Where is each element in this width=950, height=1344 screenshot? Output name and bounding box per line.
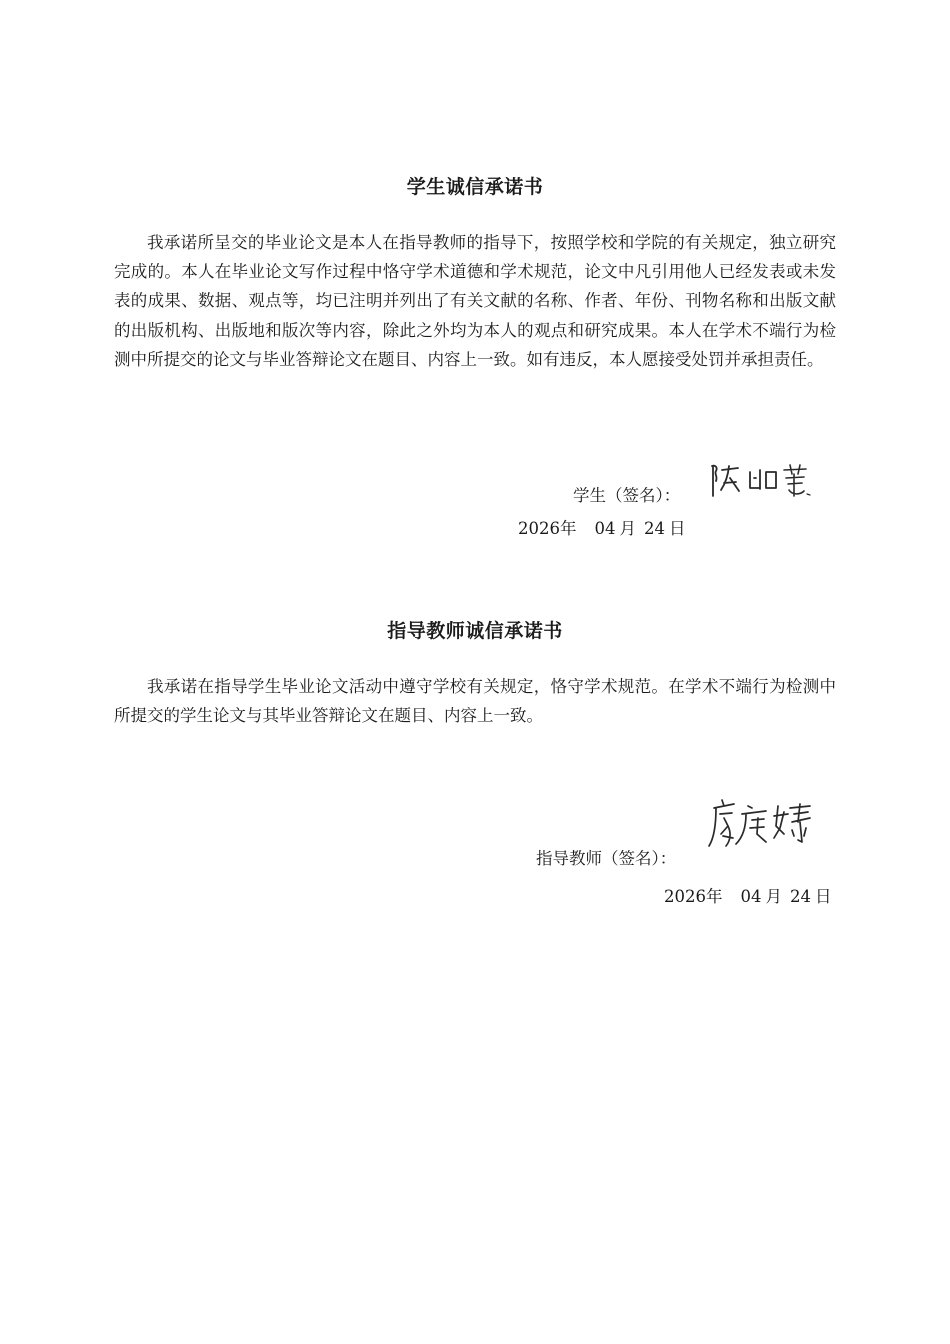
- advisor-date-month-unit: 月: [765, 887, 782, 906]
- advisor-pledge-body: 我承诺在指导学生毕业论文活动中遵守学校有关规定，恪守学术规范。在学术不端行为检测中所提交的学生论文与其毕业答辩论文在题目、内容上一致。: [114, 677, 836, 726]
- advisor-date-year-unit: 年: [706, 887, 723, 906]
- student-date-year-unit: 年: [560, 519, 577, 538]
- advisor-date-year: 2026: [664, 887, 706, 906]
- student-pledge-title: 学生诚信承诺书: [406, 176, 544, 198]
- advisor-pledge-title: 指导教师诚信承诺书: [387, 620, 563, 642]
- student-date-month-unit: 月: [619, 519, 636, 538]
- advisor-date-day-unit: 日: [815, 887, 832, 906]
- advisor-date-day: 24: [790, 887, 811, 906]
- advisor-date-month: 04: [740, 887, 762, 906]
- student-signature-handwriting: [706, 458, 816, 504]
- student-pledge-body: 我承诺所呈交的毕业论文是本人在指导教师的指导下，按照学校和学院的有关规定，独立研究完成的。本人在毕业论文写作过程中恪守学术道德和学术规范，论文中凡引用他人已经发表或未发表的成果、数据、观点等，均已注明并列出了有关文献的名称、作者、年份、刊物名称和出版文献的出版机构、出版地和版次等内容，除此之外均为本人的观点和研究成果。本人在学术不端行为检测中所提交的论文与毕业答辩论文在题目、内容上一致。如有违反，本人愿接受处罚并承担责任。: [114, 233, 836, 369]
- student-date-year: 2026: [518, 519, 560, 538]
- student-signature-date: [518, 515, 686, 539]
- student-date-day: 24: [644, 519, 665, 538]
- student-date-month: 04: [594, 519, 616, 538]
- advisor-signature-label: 指导教师（签名）：: [536, 849, 677, 868]
- advisor-signature-handwriting: [704, 796, 816, 852]
- student-date-day-unit: 日: [669, 519, 686, 538]
- advisor-signature-date: [664, 883, 832, 907]
- student-signature-label: 学生（签名）：: [573, 486, 681, 505]
